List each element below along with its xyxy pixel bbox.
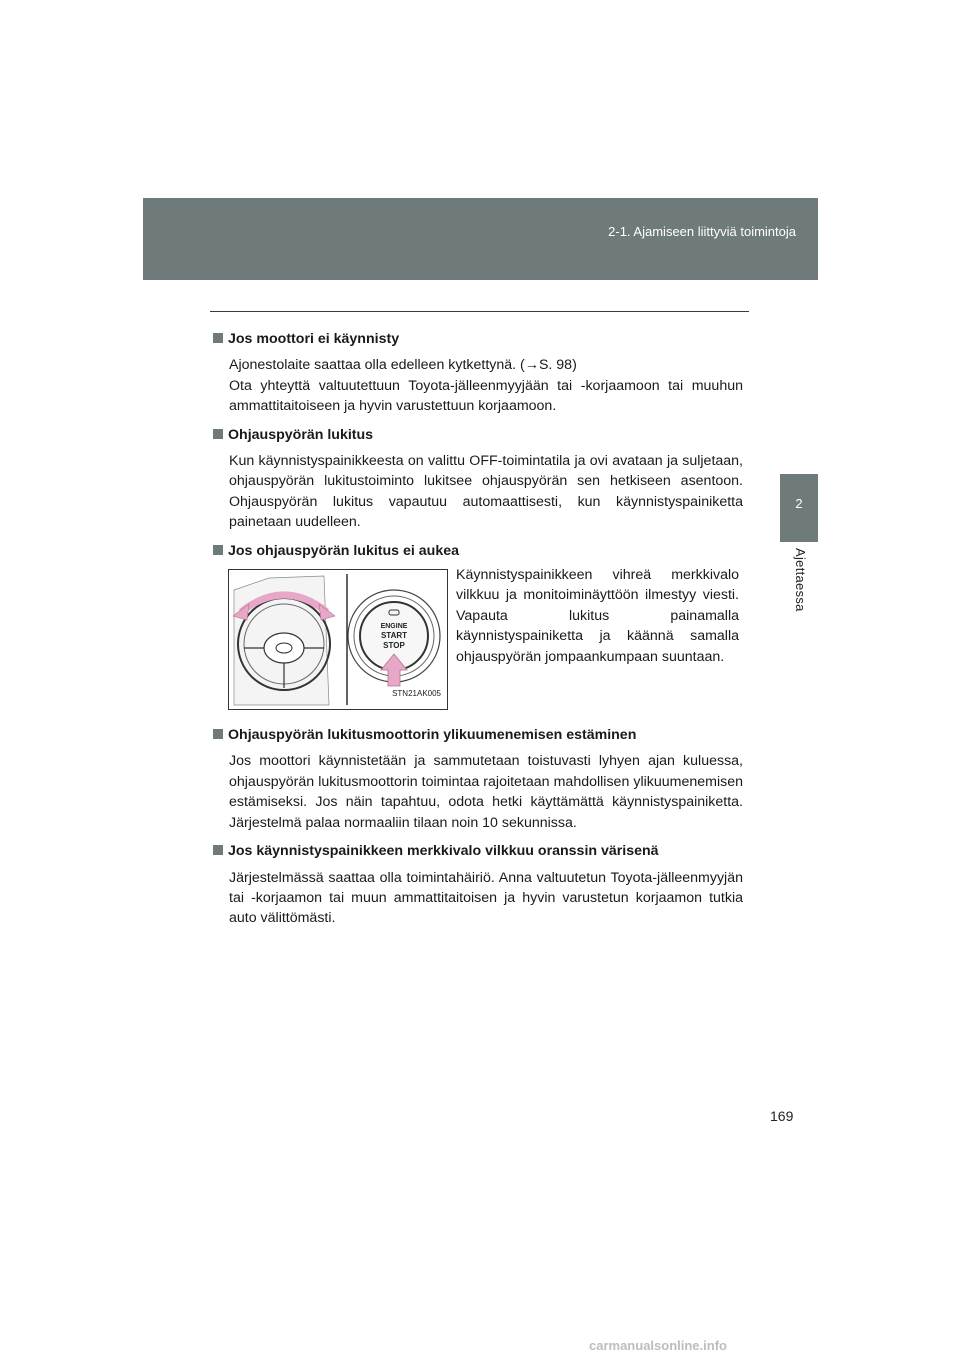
chapter-tab[interactable]	[780, 474, 818, 542]
page-number: 169	[770, 1108, 794, 1124]
steering-lock-illustration	[228, 569, 448, 710]
header-rule	[210, 311, 749, 312]
header-band	[143, 198, 818, 280]
figure-caption: STN21AK005	[392, 688, 441, 698]
section-title: 2-1. Ajamiseen liittyviä toimintoja	[608, 224, 796, 239]
watermark: carmanualsonline.info	[589, 1338, 727, 1353]
figure-row	[213, 569, 743, 725]
square-bullet-icon	[213, 845, 223, 855]
paragraph: Jos moottori käynnistetään ja sammutetaan toistuvasti lyhyen ajan kuluessa, ohjauspyörän lukitusmoottorin toimintaa rajoitetaan mahdollisen ylikuumenemisen estämiseksi. Jos näin tapahtuu, odota hetki käyttämättä käynnistyspainiketta. Järjestelmä palaa normaaliin tilaan noin 10 sekunnissa.	[229, 753, 743, 831]
square-bullet-icon	[213, 429, 223, 439]
figure-description: Käynnistyspainikkeen vihreä merkkivalo vilkkuu ja monitoiminäyttöön ilmestyy viesti. Vapauta lukitus painamalla käynnistyspainiketta ja käännä samalla ohjauspyörän jompaankumpaan suuntaan.	[456, 567, 739, 665]
section-heading: Jos ohjauspyörän lukitus ei aukea	[213, 541, 743, 561]
paragraph: Ajonestolaite saattaa olla edelleen kytkettynä. (→S. 98)	[229, 357, 577, 374]
paragraph: Ota yhteyttä valtuutettuun Toyota-jälleenmyyjään tai -korjaamoon tai muuhun ammattitaitoiseen ja hyvin varustettuun korjaamoon.	[229, 377, 743, 415]
square-bullet-icon	[213, 545, 223, 555]
chapter-label: Ajettaessa	[793, 548, 808, 612]
section-heading: Jos käynnistyspainikkeen merkkivalo vilkkuu oranssin värisenä	[213, 841, 743, 861]
square-bullet-icon	[213, 729, 223, 739]
section-heading: Ohjauspyörän lukitusmoottorin ylikuumenemisen estäminen	[213, 725, 743, 745]
chapter-number: 2	[795, 496, 803, 511]
engine-label: ENGINE	[380, 623, 408, 631]
section-heading: Ohjauspyörän lukitus	[213, 425, 743, 445]
section-heading: Jos moottori ei käynnisty	[213, 329, 743, 349]
paragraph: Kun käynnistyspainikkeesta on valittu OFF-toimintatila ja ovi avataan ja suljetaan, ohjauspyörän lukitustoiminto lukitsee ohjauspyörän sen hetkiseen asentoon. Ohjauspyörän lukitus vapautuu automaattisesti, kun käynnistyspainiketta painetaan uudelleen.	[229, 453, 743, 531]
square-bullet-icon	[213, 333, 223, 343]
paragraph: Järjestelmässä saattaa olla toimintahäiriö. Anna valtuutetun Toyota-jälleenmyyjän tai -korjaamon tai muun ammattitaitoisen ja hyvin varustetun korjaamon tutkia auto välittömästi.	[229, 869, 743, 927]
stop-label: STOP	[383, 641, 405, 651]
page-content	[213, 329, 743, 929]
start-label: START	[380, 631, 408, 641]
